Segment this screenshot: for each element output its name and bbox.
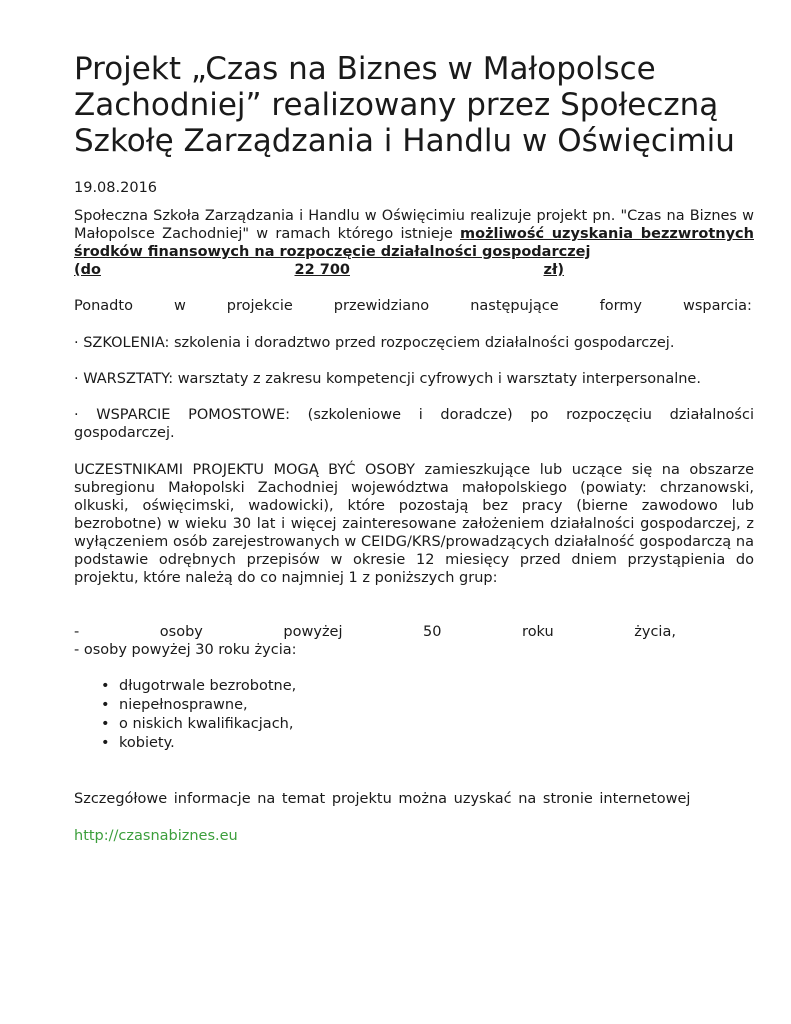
target-groups-list	[74, 677, 296, 753]
bullet-icon: •	[101, 697, 110, 713]
support-intro-word: projekcie	[226, 298, 293, 314]
support-intro	[74, 297, 752, 315]
list-item-label: o niskich kwalifikacjach,	[119, 716, 294, 732]
age-line-30: - osoby powyżej 30 roku życia:	[74, 642, 297, 658]
list-item-label: kobiety.	[119, 735, 175, 751]
list-item	[74, 677, 296, 696]
bullet-icon: •	[101, 716, 110, 732]
support-item-training: · SZKOLENIA: szkolenia i doradztwo przed rozpoczęciem działalności gospodarczej.	[74, 335, 675, 351]
amount-word: 22 700	[294, 262, 350, 278]
age-line-50	[74, 623, 676, 641]
support-intro-word: formy	[599, 298, 643, 314]
intro-bold-text: możliwość uzyskania bezzwrotnych środków finansowych na rozpoczęcie działalności gospodarczej	[74, 226, 754, 260]
list-item	[74, 734, 296, 753]
age-line-word: 50	[423, 624, 442, 640]
support-intro-word: przewidziano	[333, 298, 430, 314]
support-item-bridge-support: · WSPARCIE POMOSTOWE: (szkoleniowe i doradcze) po rozpoczęciu działalności gospodarczej.	[74, 407, 754, 441]
amount-word: zł)	[543, 262, 564, 278]
bullet-icon: •	[101, 735, 110, 751]
age-line-word: roku	[522, 624, 554, 640]
intro-paragraph	[74, 207, 754, 279]
bullet-icon: •	[101, 678, 110, 694]
list-item	[74, 715, 296, 734]
intro-text: Społeczna Szkoła Zarządzania i Handlu w Oświęcimiu realizuje projekt pn. "Czas na Biznes w Małopolsce Zachodniej" w ramach którego istnieje	[74, 208, 754, 242]
age-line-word: osoby	[159, 624, 203, 640]
publication-date: 19.08.2016	[74, 180, 158, 196]
list-item	[74, 696, 296, 715]
info-paragraph: Szczegółowe informacje na temat projektu można uzyskać na stronie internetowej	[74, 791, 691, 807]
support-item-workshops: · WARSZTATY: warsztaty z zakresu kompetencji cyfrowych i warsztaty interpersonalne.	[74, 371, 701, 387]
list-item-label: niepełnosprawne,	[119, 697, 248, 713]
support-intro-word: Ponadto	[74, 298, 133, 314]
support-intro-word: w	[173, 298, 186, 314]
list-item-label: długotrwale bezrobotne,	[119, 678, 297, 694]
age-line-word: -	[74, 624, 80, 640]
age-line-word: życia,	[634, 624, 676, 640]
project-website-link[interactable]: http://czasnabiznes.eu	[74, 828, 238, 844]
support-intro-word: następujące	[470, 298, 559, 314]
funding-amount-line	[74, 261, 564, 279]
participants-paragraph: UCZESTNIKAMI PROJEKTU MOGĄ BYĆ OSOBY zamieszkujące lub uczące się na obszarze subregionu Małopolski Zachodniej województwa małopolskiego (powiaty: chrzanowski, olkuski, oświęcimski, wadowicki), które pozostają bez pracy (bierne zawodowo lub bezrobotne) w wieku 30 lat i więcej zainteresowane założeniem działalności gospodarczej, z wyłączeniem osób zarejestrowanych w CEIDG/KRS/prowadzących działalność gospodarczą na podstawie odrębnych przepisów w okresie 12 miesięcy przed dniem przystąpienia do projektu, które należą do co najmniej 1 z poniższych grup:	[74, 462, 754, 586]
page-title: Projekt „Czas na Biznes w Małopolsce Zachodniej” realizowany przez Społeczną Szkołę Zarządzania i Handlu w Oświęcimiu	[74, 51, 735, 159]
age-line-word: powyżej	[283, 624, 343, 640]
amount-word: (do	[74, 262, 101, 278]
support-intro-word: wsparcia:	[683, 298, 752, 314]
